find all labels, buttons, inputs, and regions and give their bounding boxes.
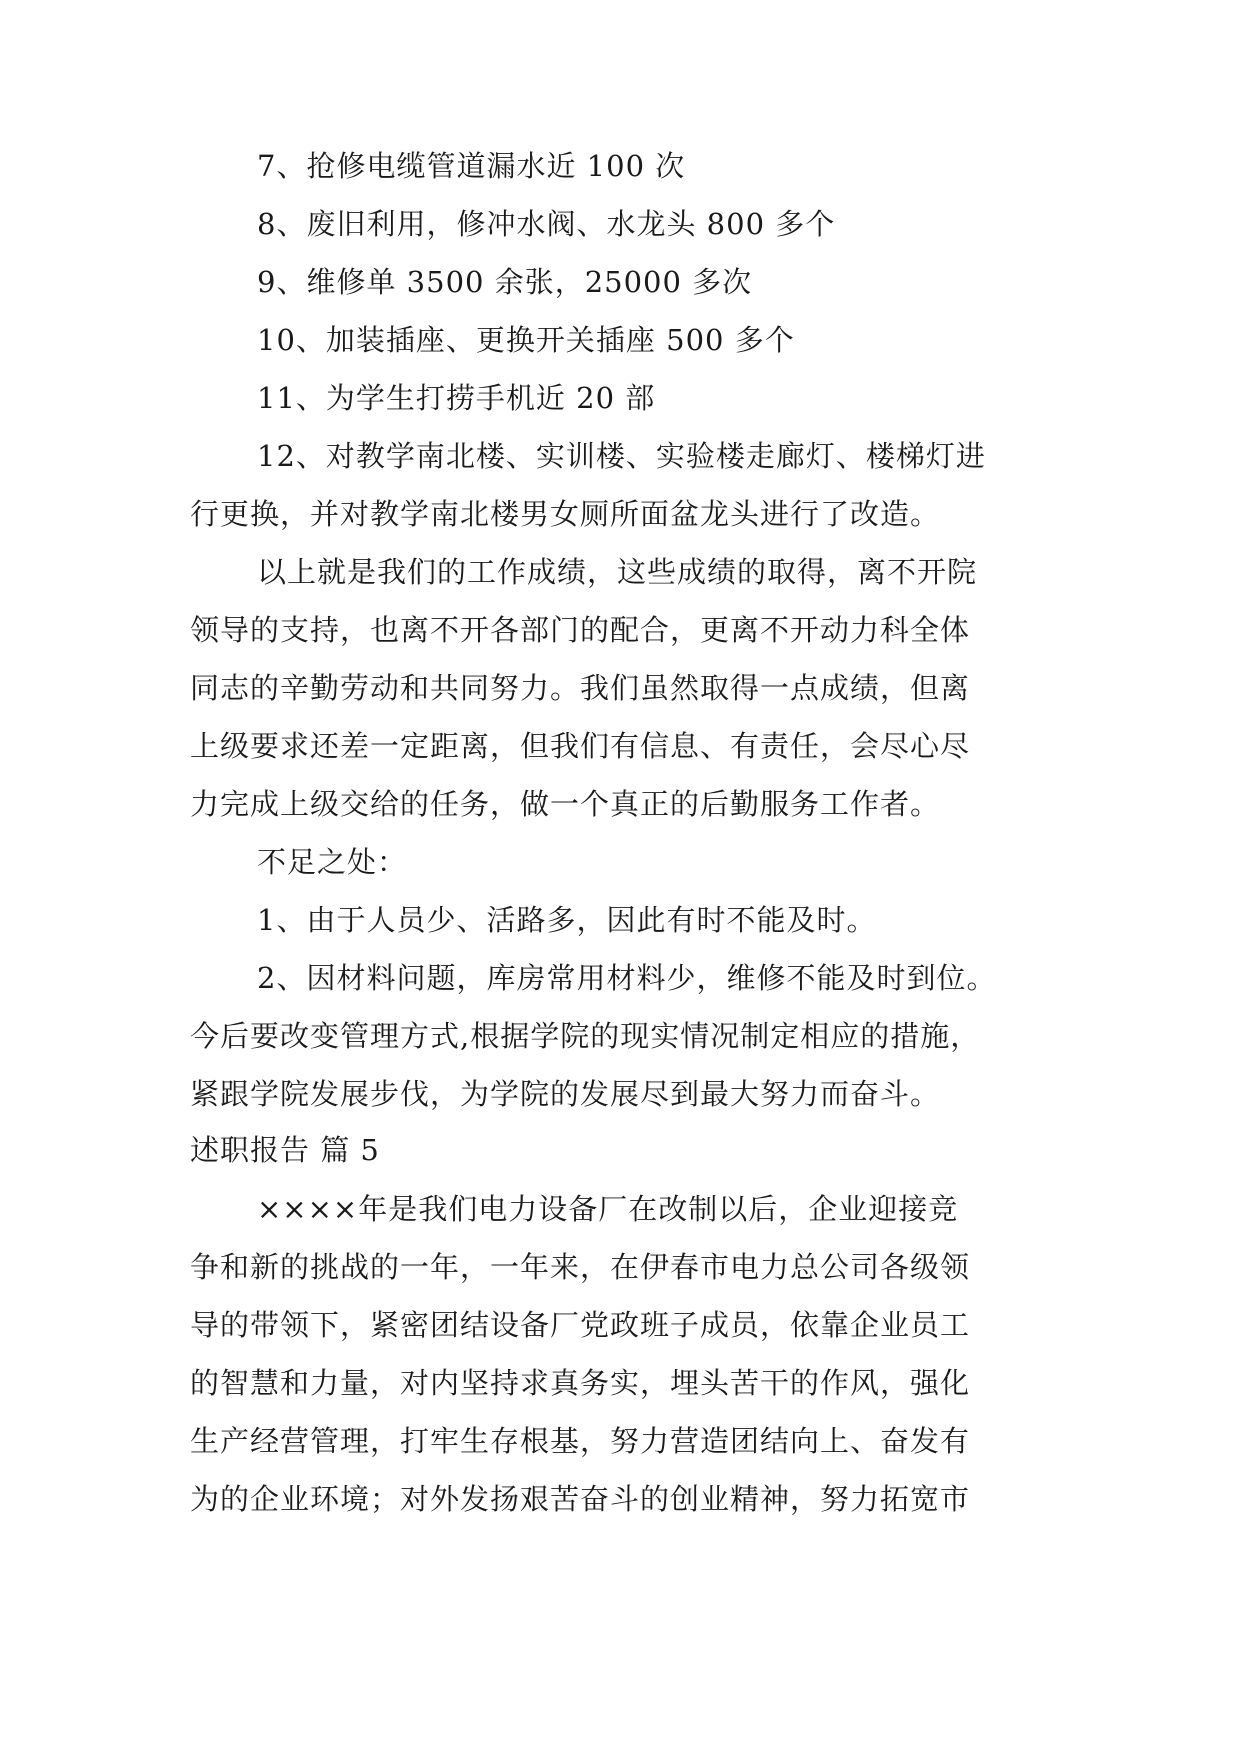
paragraph-line: 争和新的挑战的一年，一年来，在伊春市电力总公司各级领 bbox=[190, 1250, 971, 1284]
list-item-8: 8、废旧利用，修冲水阀、水龙头 800 多个 bbox=[257, 207, 836, 241]
paragraph-line: 导的带领下，紧密团结设备厂党政班子成员，依靠企业员工 bbox=[190, 1308, 971, 1342]
list-item-2: 2、因材料问题，库房常用材料少，维修不能及时到位。 bbox=[257, 961, 997, 995]
paragraph-line: 行更换，并对教学南北楼男女厕所面盆龙头进行了改造。 bbox=[190, 497, 941, 531]
paragraph-line: 上级要求还差一定距离，但我们有信息、有责任，会尽心尽 bbox=[190, 729, 971, 763]
list-item-11: 11、为学生打捞手机近 20 部 bbox=[257, 381, 656, 415]
list-item-10: 10、加装插座、更换开关插座 500 多个 bbox=[257, 323, 795, 357]
paragraph-line: 今后要改变管理方式,根据学院的现实情况制定相应的措施， bbox=[190, 1019, 981, 1053]
paragraph-line: 紧跟学院发展步伐，为学院的发展尽到最大努力而奋斗。 bbox=[190, 1077, 941, 1111]
paragraph-line: 同志的辛勤劳动和共同努力。我们虽然取得一点成绩，但离 bbox=[190, 671, 971, 705]
section-heading: 述职报告 篇 5 bbox=[190, 1133, 380, 1167]
paragraph-line: 以上就是我们的工作成绩，这些成绩的取得，离不开院 bbox=[257, 555, 978, 589]
list-item-9: 9、维修单 3500 余张，25000 多次 bbox=[257, 265, 753, 299]
section-label: 不足之处： bbox=[257, 845, 408, 879]
paragraph-line: 的智慧和力量，对内坚持求真务实，埋头苦干的作风，强化 bbox=[190, 1366, 971, 1400]
list-item-7: 7、抢修电缆管道漏水近 100 次 bbox=[257, 149, 686, 183]
list-item-12: 12、对教学南北楼、实训楼、实验楼走廊灯、楼梯灯进 bbox=[257, 439, 986, 473]
paragraph-line: 生产经营管理，打牢生存根基，努力营造团结向上、奋发有 bbox=[190, 1424, 971, 1458]
list-item-1: 1、由于人员少、活路多，因此有时不能及时。 bbox=[257, 903, 877, 937]
paragraph-line: 领导的支持，也离不开各部门的配合，更离不开动力科全体 bbox=[190, 613, 971, 647]
paragraph-line: 为的企业环境；对外发扬艰苦奋斗的创业精神，努力拓宽市 bbox=[190, 1482, 971, 1516]
paragraph-line: ××××年是我们电力设备厂在改制以后，企业迎接竞 bbox=[257, 1192, 959, 1226]
paragraph-line: 力完成上级交给的任务，做一个真正的后勤服务工作者。 bbox=[190, 787, 941, 821]
